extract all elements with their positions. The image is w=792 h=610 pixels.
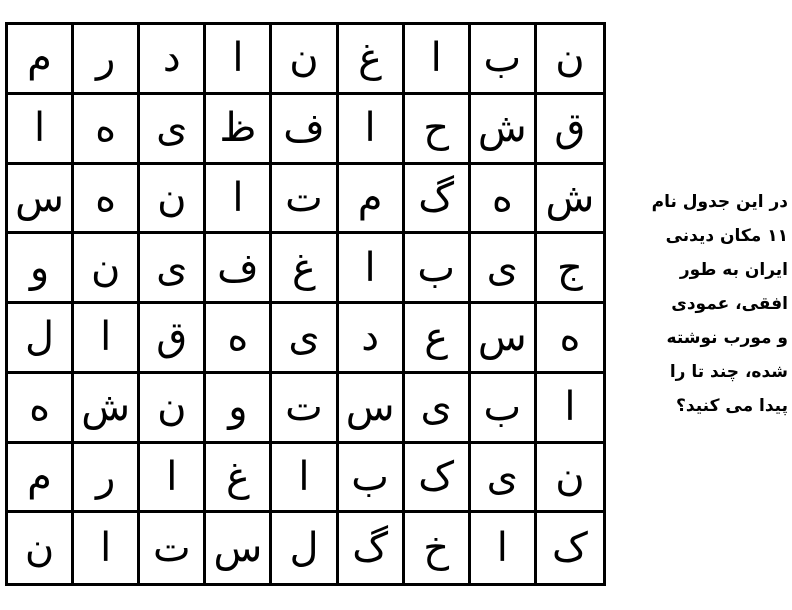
grid-cell[interactable]: ت xyxy=(272,165,338,235)
grid-cell[interactable]: ف xyxy=(272,95,338,165)
grid-cell[interactable]: خ xyxy=(405,513,471,583)
grid-cell[interactable]: ح xyxy=(405,95,471,165)
grid-cell[interactable]: ب xyxy=(405,234,471,304)
grid-cell[interactable]: ا xyxy=(339,234,405,304)
grid-cell[interactable]: م xyxy=(339,165,405,235)
grid-cell[interactable]: ش xyxy=(537,165,603,235)
grid-cell[interactable]: ف xyxy=(206,234,272,304)
grid-cell[interactable]: ه xyxy=(206,304,272,374)
grid-cell[interactable]: و xyxy=(8,234,74,304)
grid-cell[interactable]: ب xyxy=(339,444,405,514)
grid-cell[interactable]: د xyxy=(339,304,405,374)
instruction-line: ۱۱ مکان دیدنی xyxy=(665,226,788,246)
grid-cell[interactable]: ع xyxy=(405,304,471,374)
instruction-line: پیدا می کنید؟ xyxy=(676,396,788,416)
grid-cell[interactable]: ن xyxy=(140,165,206,235)
instruction-line: شده، چند تا را xyxy=(669,362,788,382)
grid-cell[interactable]: ق xyxy=(537,95,603,165)
grid-cell[interactable]: ت xyxy=(272,374,338,444)
grid-cell[interactable]: س xyxy=(471,304,537,374)
grid-cell[interactable]: ی xyxy=(471,234,537,304)
grid-cell[interactable]: ا xyxy=(272,444,338,514)
grid-cell[interactable]: غ xyxy=(206,444,272,514)
grid-cell[interactable]: ه xyxy=(74,165,140,235)
grid-cell[interactable]: ن xyxy=(8,513,74,583)
grid-cell[interactable]: ش xyxy=(74,374,140,444)
grid-cell[interactable]: ظ xyxy=(206,95,272,165)
puzzle-instructions xyxy=(608,185,788,423)
grid-cell[interactable]: ن xyxy=(140,374,206,444)
grid-cell[interactable]: ب xyxy=(471,25,537,95)
grid-cell[interactable]: س xyxy=(206,513,272,583)
grid-cell[interactable]: ا xyxy=(74,304,140,374)
grid-cell[interactable]: گ xyxy=(339,513,405,583)
grid-cell[interactable]: ا xyxy=(206,25,272,95)
grid-cell[interactable]: ن xyxy=(74,234,140,304)
grid-cell[interactable]: د xyxy=(140,25,206,95)
grid-cell[interactable]: ا xyxy=(471,513,537,583)
grid-cell[interactable]: ا xyxy=(140,444,206,514)
grid-cell[interactable]: ا xyxy=(74,513,140,583)
grid-cell[interactable]: ر xyxy=(74,25,140,95)
grid-cell[interactable]: ا xyxy=(405,25,471,95)
grid-cell[interactable]: گ xyxy=(405,165,471,235)
grid-cell[interactable]: ه xyxy=(74,95,140,165)
grid-cell[interactable]: ج xyxy=(537,234,603,304)
grid-cell[interactable]: ه xyxy=(471,165,537,235)
grid-cell[interactable]: ک xyxy=(552,525,588,572)
grid-cell[interactable]: ل xyxy=(272,513,338,583)
grid-cell[interactable]: ا xyxy=(339,95,405,165)
grid-cell[interactable]: ق xyxy=(140,304,206,374)
grid-cell[interactable]: م xyxy=(8,25,74,95)
grid-cell[interactable]: ی xyxy=(405,374,471,444)
grid-cell[interactable]: ن xyxy=(272,25,338,95)
grid-cell[interactable]: و xyxy=(206,374,272,444)
grid-cell[interactable]: ش xyxy=(471,95,537,165)
grid-cell[interactable]: ک xyxy=(405,444,471,514)
instruction-line: افقی، عمودی xyxy=(671,294,788,314)
grid-cell[interactable]: غ xyxy=(272,234,338,304)
grid-cell[interactable]: ه xyxy=(537,304,603,374)
grid-cell[interactable]: ی xyxy=(140,95,206,165)
grid-cell[interactable]: س xyxy=(339,374,405,444)
grid-cell[interactable]: س xyxy=(8,165,74,235)
grid-cell[interactable]: ا xyxy=(206,165,272,235)
grid-cell[interactable]: ی xyxy=(471,444,537,514)
instruction-line: ایران به طور xyxy=(679,260,788,280)
grid-cell[interactable]: ی xyxy=(272,304,338,374)
grid-cell[interactable]: ب xyxy=(471,374,537,444)
grid-cell[interactable]: ن xyxy=(537,444,603,514)
instruction-line: در این جدول نام xyxy=(651,192,788,212)
grid-cell[interactable]: ن xyxy=(537,25,603,95)
word-search-grid xyxy=(5,22,606,586)
grid-cell[interactable]: ه xyxy=(8,374,74,444)
grid-cell[interactable]: ی xyxy=(140,234,206,304)
grid-cell[interactable]: م xyxy=(8,444,74,514)
grid-cell[interactable]: ر xyxy=(74,444,140,514)
instruction-line: و مورب نوشته xyxy=(666,328,788,348)
grid-cell[interactable]: غ xyxy=(339,25,405,95)
grid-cell[interactable]: ا xyxy=(537,374,603,444)
grid-cell[interactable]: ت xyxy=(140,513,206,583)
grid-cell[interactable]: ا xyxy=(8,95,74,165)
grid-cell[interactable]: ل xyxy=(8,304,74,374)
